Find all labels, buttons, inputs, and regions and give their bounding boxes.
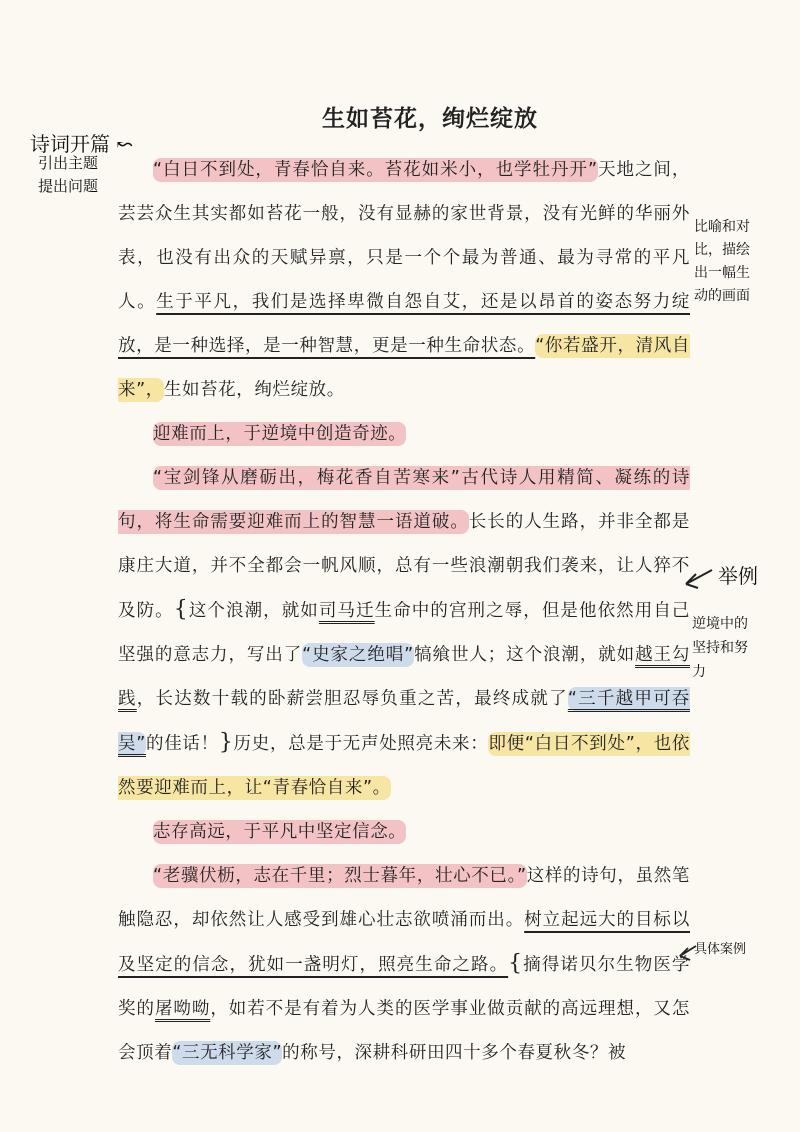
name-goujian: 越王勾践 [118,645,690,709]
p2-text-4: 犒飨世人；这个浪潮，就如 [413,645,636,665]
p2-text-3: 生命中的宫刑之辱，但是他依然用自己坚强的意志力，写出了 [118,601,690,665]
handnote-adversity: 逆境中的 坚持和努 力 [692,616,748,680]
handnote-compare: 比喻和对 比，描绘 出一幅生 动的画面 [694,219,750,304]
blue-highlight-shiji: “史家之绝唱” [302,645,414,665]
name-tu-youyou: 屠呦呦 [154,999,211,1019]
p1-highlight-quote: “你若盛开，清风自来”， [118,336,690,400]
page-title: 生如苔花，绚烂绽放 [322,106,538,132]
bracket-open-2-icon: { [508,951,523,976]
p3-poem-quote: “老骥伏枥，志在千里；烈士暮年，壮心不已。” [153,866,527,886]
squiggle-arrow-icon: ↜ [110,132,134,156]
p2-poem-quote: “宝剑锋从磨砺出，梅花香自苦寒来”古代诗人用精简、凝练的诗句，将生命需要迎难而上的智慧一语道破。 [118,468,690,532]
paragraph-1 [118,148,690,412]
heading-2-text: 迎难而上，于逆境中创造奇迹。 [153,424,407,444]
opening-poem-quote: “白日不到处，青春恰自来。苔花如米小，也学牡丹开” [153,160,598,180]
p1-text-2: 生如苔花，绚烂绽放。 [163,380,345,400]
p3-text-2: 摘得诺贝尔生物医学奖的 [118,955,690,1019]
handnote-specific: 具体案例 [694,942,747,957]
p3-text-3: ，如若不是有着为人类的医学事业做贡献的高远理想，又怎会顶着 [118,999,690,1063]
p3-text-4: 的称号，深耕科研田四十多个春夏秋冬？被 [282,1043,627,1063]
bracket-close-icon: } [218,730,234,755]
p2-text-7: 历史，总是于无声处照亮未来： [233,734,489,754]
heading-3-text: 志存高远，于平凡中坚定信念。 [153,822,407,842]
paragraph-3 [118,854,690,1075]
p1-text-1: 天地之间，芸芸众生其实都如苔花一般，没有显赫的家世背景，没有光鲜的华丽外表，也没有出众的天赋异禀，只是一个个最为普通、最为寻常的平凡人。 [118,160,690,312]
paragraph-2 [118,456,690,810]
p1-underlined-sentence: 生于平凡，我们是选择卑微自怨自艾，还是以昂首的姿态努力绽放，是一种选择，是一种智慧，更是一种生命状态。 [118,292,690,356]
handnote-intro: 引出主题 提出问题 [38,154,99,195]
p2-text-2: 这个浪潮，就如 [188,601,319,621]
p2-text-5: ，长达数十载的卧薪尝胆忍辱负重之苦，最终成就了 [136,689,568,709]
p2-highlight-quote: 即便“白日不到处”，也依然要迎难而上，让“青春恰自来”。 [118,734,690,798]
essay-body [118,148,690,1075]
blue-highlight-sanqian: “三千越甲可吞吴” [118,689,690,754]
handnote-heading-text: 诗词开篇 [30,132,110,156]
handnote-example: 举例 [718,564,758,588]
p2-text-1: 长长的人生路，并非全都是康庄大道，并不全都会一帆风顺，总有一些浪潮朝我们袭来，让人猝不及防。 [118,512,690,621]
p3-text-1: 这样的诗句，虽然笔触隐忍，却依然让人感受到雄心壮志欲喷涌而出。 [118,866,690,930]
name-sima-qian: 司马迁 [318,601,375,621]
blue-highlight-sanwu: “三无科学家” [172,1043,283,1063]
section-heading-2 [118,412,690,456]
p2-text-6: 的佳话！ [145,734,219,754]
bracket-open-icon: { [173,597,189,622]
section-heading-3 [118,810,690,854]
p3-underlined-sentence: 树立起远大的目标以及坚定的信念，犹如一盏明灯，照亮生命之路。 [118,910,690,975]
